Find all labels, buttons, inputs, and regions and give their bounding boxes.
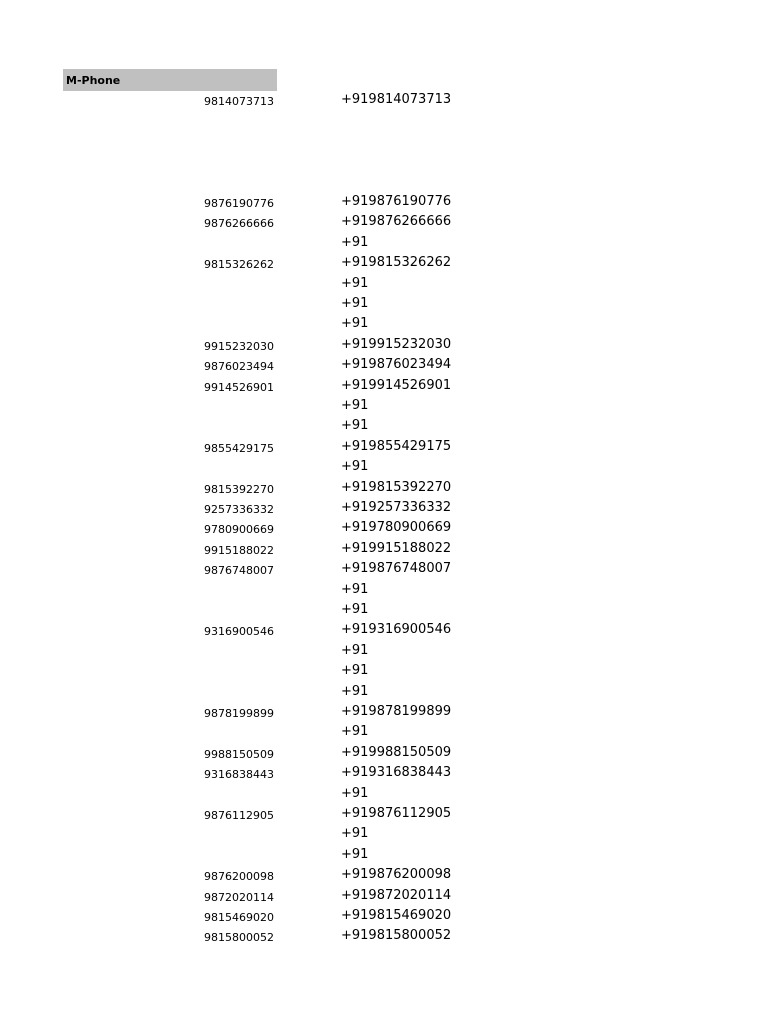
local-phone-cell: 9780900669 (204, 523, 274, 537)
local-phone-cell: 9876023494 (204, 360, 274, 374)
intl-phone-cell: +91 (341, 398, 369, 413)
table-row (0, 131, 768, 151)
table-row (0, 355, 768, 375)
table-row (0, 865, 768, 885)
intl-phone-cell: +919316838443 (341, 765, 452, 781)
intl-phone-cell: +91 (341, 296, 369, 311)
table-row (0, 253, 768, 273)
table-row (0, 314, 768, 334)
table-row (0, 151, 768, 171)
intl-phone-cell: +919915232030 (341, 336, 452, 352)
intl-phone-cell: +91 (341, 642, 369, 658)
table-row (0, 763, 768, 783)
intl-phone-cell: +919915188022 (341, 540, 452, 556)
local-phone-cell: 9878199899 (204, 707, 274, 720)
intl-phone-cell: +919876190776 (341, 194, 452, 209)
table-row (0, 110, 768, 130)
intl-phone-cell: +91 (341, 316, 369, 332)
intl-phone-cell: +91 (341, 724, 369, 740)
intl-phone-cell: +91 (341, 826, 369, 842)
intl-phone-cell: +919876748007 (341, 561, 452, 577)
intl-phone-cell: +919878199899 (341, 704, 452, 719)
intl-phone-cell: +919914526901 (341, 377, 452, 393)
local-phone-cell: 9855429175 (204, 441, 274, 455)
table-row (0, 416, 768, 436)
table-row (0, 559, 768, 579)
table-row (0, 886, 768, 906)
intl-phone-cell: +91 (341, 275, 369, 291)
intl-phone-cell: +919814073713 (341, 92, 452, 107)
local-phone-cell: 9815800052 (204, 931, 274, 945)
table-row (0, 376, 768, 396)
local-phone-cell: 9814073713 (204, 95, 274, 108)
intl-phone-cell: +919988150509 (341, 744, 452, 760)
intl-phone-cell: +919872020114 (341, 887, 452, 903)
intl-phone-cell: +919876023494 (341, 357, 452, 373)
intl-phone-cell: +919876112905 (341, 806, 452, 821)
local-phone-cell: 9316838443 (204, 768, 274, 782)
local-phone-cell: 9915188022 (204, 543, 274, 557)
intl-phone-cell: +91 (341, 581, 369, 597)
local-phone-cell: 9988150509 (204, 747, 274, 761)
table-row (0, 233, 768, 253)
table-row (0, 335, 768, 355)
local-phone-cell: 9815469020 (204, 911, 274, 924)
intl-phone-cell: +91 (341, 418, 369, 434)
intl-phone-cell: +919855429175 (341, 438, 452, 454)
intl-phone-cell: +91 (341, 846, 369, 862)
table-row (0, 804, 768, 824)
table-row (0, 743, 768, 763)
local-phone-cell: 9876112905 (204, 809, 274, 822)
table-row (0, 212, 768, 232)
intl-phone-cell: +919815326262 (341, 255, 452, 271)
local-phone-cell: 9257336332 (204, 503, 274, 516)
table-row (0, 539, 768, 559)
table-row (0, 396, 768, 416)
m-phone-header: M-Phone (63, 69, 277, 91)
table-row (0, 620, 768, 640)
intl-phone-cell: +919815392270 (341, 479, 452, 495)
table-row (0, 845, 768, 865)
table-row (0, 518, 768, 538)
local-phone-cell: 9876200098 (204, 870, 274, 884)
intl-phone-cell: +919316900546 (341, 622, 452, 638)
intl-phone-cell: +91 (341, 785, 369, 801)
table-row (0, 600, 768, 620)
intl-phone-cell: +91 (341, 663, 369, 679)
local-phone-cell: 9876266666 (204, 217, 274, 231)
table-row (0, 437, 768, 457)
table-row (0, 294, 768, 314)
table-row (0, 906, 768, 926)
table-row (0, 274, 768, 294)
table-row (0, 824, 768, 844)
table-row (0, 641, 768, 661)
intl-phone-cell: +919876266666 (341, 214, 452, 230)
intl-phone-cell: +919780900669 (341, 520, 452, 536)
intl-phone-cell: +919257336332 (341, 500, 452, 515)
table-row (0, 784, 768, 804)
table-row (0, 702, 768, 722)
table-row (0, 682, 768, 702)
table-row (0, 722, 768, 742)
local-phone-cell: 9915232030 (204, 339, 274, 353)
local-phone-cell: 9876748007 (204, 564, 274, 578)
local-phone-cell: 9815392270 (204, 482, 274, 496)
local-phone-cell: 9876190776 (204, 197, 274, 210)
table-row (0, 90, 768, 110)
intl-phone-cell: +91 (341, 234, 369, 250)
table-row (0, 457, 768, 477)
table-row (0, 661, 768, 681)
table-row (0, 926, 768, 946)
table-row (0, 498, 768, 518)
local-phone-cell: 9815326262 (204, 258, 274, 272)
table-row (0, 192, 768, 212)
intl-phone-cell: +919876200098 (341, 867, 452, 883)
local-phone-cell: 9316900546 (204, 625, 274, 639)
table-row (0, 478, 768, 498)
local-phone-cell: 9872020114 (204, 890, 274, 904)
intl-phone-cell: +91 (341, 683, 369, 699)
table-row (0, 580, 768, 600)
local-phone-cell: 9914526901 (204, 380, 274, 394)
intl-phone-cell: +919815469020 (341, 908, 452, 923)
intl-phone-cell: +919815800052 (341, 928, 452, 944)
intl-phone-cell: +91 (341, 459, 369, 475)
table-row (0, 172, 768, 192)
intl-phone-cell: +91 (341, 602, 369, 617)
